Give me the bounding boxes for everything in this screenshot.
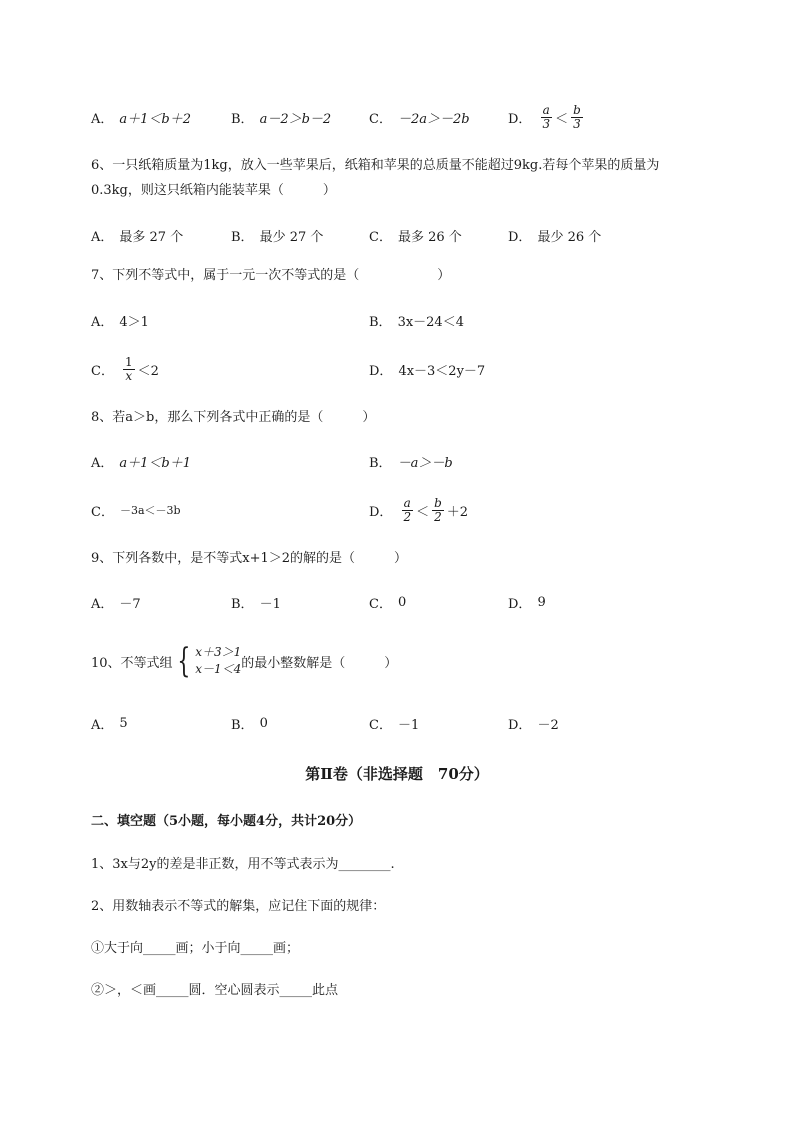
numerator: a [403,495,411,510]
option-label: D． [508,596,532,612]
option-text: －2a＞－2b [397,111,470,127]
q7-stem: 7、下列不等式中，属于一元一次不等式的是（ ） [91,268,451,283]
option-text: 9 [537,594,546,610]
q9-options [91,582,731,622]
option-text: a－2＞b－2 [259,111,332,127]
q5-option-b[interactable] [231,97,331,137]
q8-option-d[interactable] [369,490,468,530]
q8-option-a[interactable] [91,441,191,481]
option-label: B． [231,596,254,612]
q7-option-d[interactable] [369,349,485,389]
option-text: 4＞1 [119,314,149,330]
q8-options-row1 [91,441,731,481]
q6-options [91,215,731,255]
q9-option-a[interactable] [91,582,141,622]
numerator: 1 [124,354,133,369]
option-tail: ＋2 [446,504,469,520]
option-label: B． [231,229,254,245]
numerator: b [573,102,581,117]
denominator: 3 [542,116,551,131]
option-label: A． [91,596,114,612]
option-text: 0 [397,594,407,610]
fill-q2: 2、用数轴表示不等式的解集，应记住下面的规律： [91,899,386,914]
denominator: 2 [403,509,412,524]
option-text: －2 [537,717,559,733]
q6-option-a[interactable] [91,215,183,255]
option-text: 最少 26 个 [537,229,602,245]
q10-options [91,703,731,743]
option-label: C． [369,111,392,127]
q7-option-a[interactable] [91,300,149,340]
q8-option-c[interactable] [91,490,181,530]
option-label: C． [91,363,114,379]
q6-option-c[interactable] [369,215,462,255]
fraction [432,497,444,524]
q10-option-d[interactable] [508,703,559,743]
option-label: A． [91,455,114,471]
q7-option-c[interactable] [91,349,159,389]
option-label: A． [91,717,114,733]
option-label: A． [91,111,114,127]
numerator: b [434,495,442,510]
q7-options-row1 [91,300,731,340]
q10-stem [91,641,731,681]
option-text: －7 [119,596,141,612]
part-heading: 二、填空题（5小题，每小题4分，共计20分） [91,814,362,829]
option-label: C． [369,229,392,245]
system-eq2: x－1＜4 [195,662,242,676]
q5-option-c[interactable] [369,97,470,137]
q5-option-d[interactable] [508,97,586,137]
q7-options-row2 [91,349,731,389]
fill-rule2: ②＞，＜画_____圆．空心圆表示_____此点 [91,983,339,998]
q6-option-b[interactable] [231,215,323,255]
option-label: B． [369,314,392,330]
relation: ＜ [416,504,430,520]
q10-option-a[interactable] [91,703,128,743]
q6-stem-line1: 6、一只纸箱质量为1kg，放入一些苹果后，纸箱和苹果的总质量不能超过9kg.若每个苹果的质量为 [91,158,660,173]
q5-options [91,97,731,137]
option-label: B． [231,717,254,733]
q7-option-b[interactable] [369,300,464,340]
q5-option-a[interactable] [91,97,191,137]
q8-options-row2 [91,490,731,530]
option-text: －a＞－b [397,455,453,471]
numerator: a [542,102,550,117]
option-text: －1 [397,717,420,733]
option-text: 3x－24＜4 [397,314,464,330]
option-text: －3a＜－3b [119,504,181,517]
option-label: A． [91,229,114,245]
system-equations [195,644,241,678]
q9-option-d[interactable] [508,582,546,622]
q6-stem-line2: 0.3kg，则这只纸箱内能装苹果（ ） [91,183,336,198]
option-label: B． [369,455,392,471]
option-label: D． [508,111,532,127]
q10-option-b[interactable] [231,703,268,743]
q9-stem: 9、下列各数中，是不等式x+1＞2的解的是（ ） [91,551,408,566]
fill-rule1: ①大于向_____画；小于向_____画； [91,941,300,956]
fraction [123,356,135,383]
option-text: a＋1＜b＋2 [119,111,192,127]
denominator: x [125,368,133,383]
option-text: 最多 27 个 [119,229,184,245]
q9-option-c[interactable] [369,582,406,622]
option-label: D． [508,229,532,245]
option-text: －1 [259,596,281,612]
q8-option-b[interactable] [369,441,453,481]
option-text: 5 [119,715,128,731]
relation: ＜ [555,111,569,127]
option-label: A． [91,314,114,330]
option-text: 最多 26 个 [397,229,462,245]
option-text: 0 [259,715,268,731]
q9-option-b[interactable] [231,582,281,622]
fraction [540,104,552,131]
option-text: a＋1＜b＋1 [119,455,192,471]
option-text: ＜2 [137,363,159,379]
denominator: 2 [434,509,442,524]
option-label: D． [508,717,532,733]
option-label: C． [369,596,392,612]
q6-option-d[interactable] [508,215,601,255]
option-label: C． [369,717,392,733]
left-brace-icon: { [176,641,190,681]
option-label: D． [369,363,393,379]
section-title: 第Ⅱ卷（非选择题 70分） [305,765,489,783]
denominator: 3 [573,116,581,131]
fraction [571,104,583,131]
inequality-system [173,641,242,681]
option-label: D． [369,504,393,520]
option-text: 最少 27 个 [259,229,324,245]
q8-stem: 8、若a＞b，那么下列各式中正确的是（ ） [91,410,376,425]
system-eq1: x＋3＞1 [195,645,242,659]
q10-prefix: 10、不等式组 [91,655,173,671]
option-label: B． [231,111,254,127]
fraction [401,497,413,524]
option-text: 4x－3＜2y－7 [398,363,486,379]
q10-suffix: 的最小整数解是（ ） [241,655,398,671]
fill-q1: 1、3x与2y的差是非正数，用不等式表示为________. [91,857,395,872]
option-label: C． [91,504,114,520]
q10-option-c[interactable] [369,703,419,743]
